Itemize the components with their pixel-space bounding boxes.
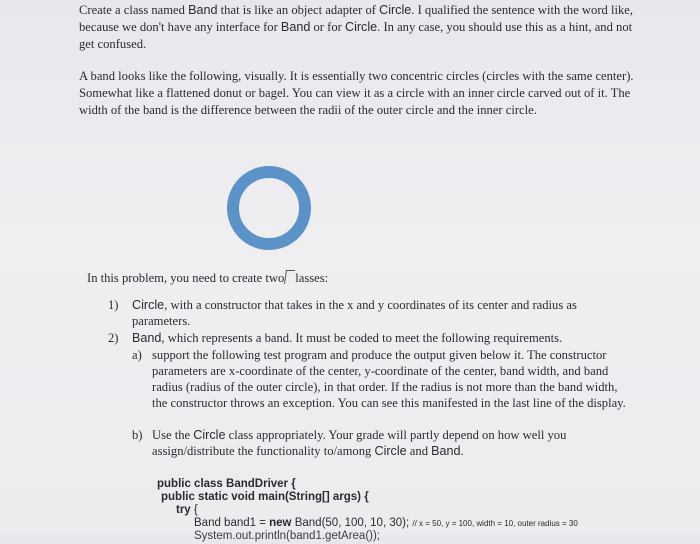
paragraph-intro xyxy=(79,2,639,53)
text-fragment: . In any case, you should use this as a hint, and not get confused. xyxy=(79,20,633,51)
list-item-text xyxy=(132,330,632,346)
sub-list-letter: b) xyxy=(132,428,143,442)
text-fragment: class appropriately. Your grade will partly depend on how well you assign/distribute the functionality to/among xyxy=(152,428,567,458)
code-text: main(String[] args) { xyxy=(254,491,369,503)
text-fragment: or for xyxy=(310,20,345,34)
text-fragment: that is like an object adapter of xyxy=(217,3,380,17)
class-name-circle: Circle xyxy=(132,298,165,312)
code-text: { xyxy=(190,504,198,516)
band-ring-illustration xyxy=(227,166,311,250)
class-name-band: Band xyxy=(431,444,461,458)
class-name-band: Band xyxy=(188,3,218,17)
text-fragment: . xyxy=(460,444,464,458)
class-name-band: Band xyxy=(280,20,311,34)
class-name-circle: Circle xyxy=(374,444,407,458)
code-text: BandDriver { xyxy=(222,478,296,490)
text-fragment: , with a constructor that takes in the x and y coordinates of its center and radius as parameters. xyxy=(132,298,577,328)
text-fragment: In this problem, you need to create two xyxy=(87,271,285,285)
class-name-band: Band xyxy=(132,331,162,345)
code-keyword: public static void xyxy=(161,491,255,503)
text-fragment: , which represents a band. It must be coded to meet the following requirements. xyxy=(161,331,563,345)
code-keyword: public class xyxy=(157,478,223,490)
class-name-circle: Circle xyxy=(193,428,226,442)
text-fragment: lasses: xyxy=(295,271,329,285)
sub-list-item-text xyxy=(152,427,632,459)
paragraph-band-description: A band looks like the following, visually. It is essentially two concentric circles (circles with the same center). Somewhat like a flattened donut or bagel. You can view it as a circle with an inner circle carved out of it. The width of the band is the difference between the radii of the outer circle and the inner circle. xyxy=(79,69,634,117)
problem-intro xyxy=(87,270,328,286)
code-comment: // x = 50, y = 100, width = 10, outer radius = 30 xyxy=(412,519,578,528)
code-keyword: new xyxy=(269,517,292,529)
text-fragment: and xyxy=(406,444,432,458)
text-fragment: Use the xyxy=(152,428,194,442)
list-number: 2) xyxy=(108,331,119,345)
class-name-circle: Circle xyxy=(379,3,412,17)
code-text: Band(50, 100, 10, 30); xyxy=(291,517,413,529)
list-item-text xyxy=(132,297,632,329)
sub-list-item-text: support the following test program and produce the output given below it. The constructor parameters are x-coordinate of the center, y-coordinate of the center, band width, and band radius (radius of the outer circle), in that order. If the radius is not more than the band width, the constructor throws an exception. You can see this manifested in the last line of the display. xyxy=(152,348,626,410)
text-fragment: . I qualified the sentence with the word like, because we don't have any interface for xyxy=(79,3,634,34)
class-name-circle: Circle xyxy=(344,20,378,34)
text-fragment: Create a class named xyxy=(79,3,189,17)
list-number: 1) xyxy=(108,298,119,312)
sub-list-letter: a) xyxy=(132,348,142,362)
code-keyword: try xyxy=(176,504,191,516)
mouse-cursor-icon xyxy=(284,270,295,284)
code-text: Band band1 = xyxy=(194,517,270,529)
code-line: System.out.println(band1.getArea()); xyxy=(194,530,381,542)
